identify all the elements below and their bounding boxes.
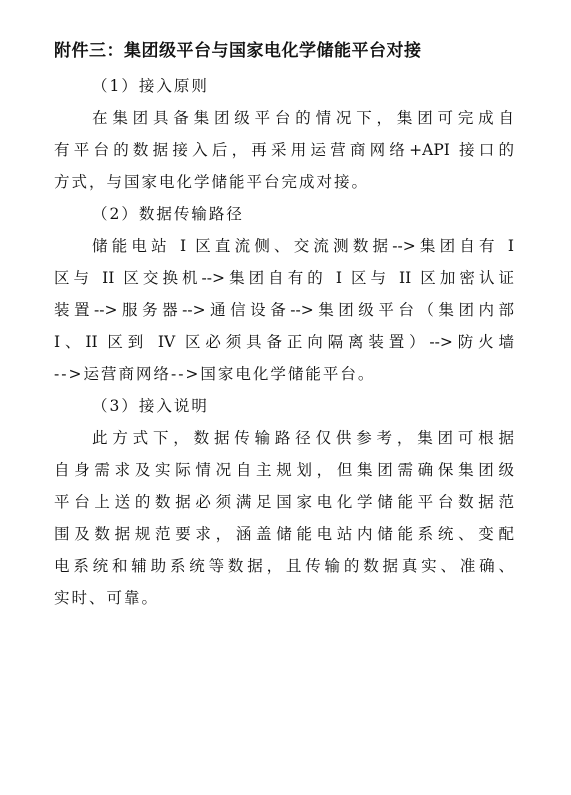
paragraph-line: 此方式下，数据传输路径仅供参考，集团可根据 <box>92 429 514 447</box>
paragraph-line: 储能电站 I 区直流侧、交流测数据-->集团自有 I <box>92 237 514 255</box>
section-heading-3: （3）接入说明 <box>92 397 209 415</box>
paragraph-line: 平台上送的数据必须满足国家电化学储能平台数据范 <box>54 493 514 511</box>
paragraph-line: 方式，与国家电化学储能平台完成对接。 <box>54 173 370 191</box>
paragraph-line: I、II 区到 IV 区必须具备正向隔离装置）-->防火墙 <box>54 333 514 351</box>
section-heading-2: （2）数据传输路径 <box>92 205 244 223</box>
paragraph-line: 围及数据规范要求，涵盖储能电站内储能系统、变配 <box>54 525 514 543</box>
paragraph-line: 在集团具备集团级平台的情况下，集团可完成自 <box>92 109 514 127</box>
paragraph-line: 电系统和辅助系统等数据，且传输的数据真实、准确、 <box>54 557 514 575</box>
section-heading-1: （1）接入原则 <box>92 77 209 95</box>
paragraph-line: 自身需求及实际情况自主规划，但集团需确保集团级 <box>54 461 514 479</box>
paragraph-line: 装置-->服务器-->通信设备-->集团级平台（集团内部 <box>54 301 514 319</box>
paragraph-line: 区与 II 区交换机-->集团自有的 I 区与 II 区加密认证 <box>54 269 514 287</box>
paragraph-line: -->运营商网络-->国家电化学储能平台。 <box>54 365 376 383</box>
paragraph-line: 有平台的数据接入后，再采用运营商网络+API 接口的 <box>54 141 514 159</box>
document-title: 附件三：集团级平台与国家电化学储能平台对接 <box>54 41 422 61</box>
paragraph-line: 实时、可靠。 <box>54 589 160 607</box>
